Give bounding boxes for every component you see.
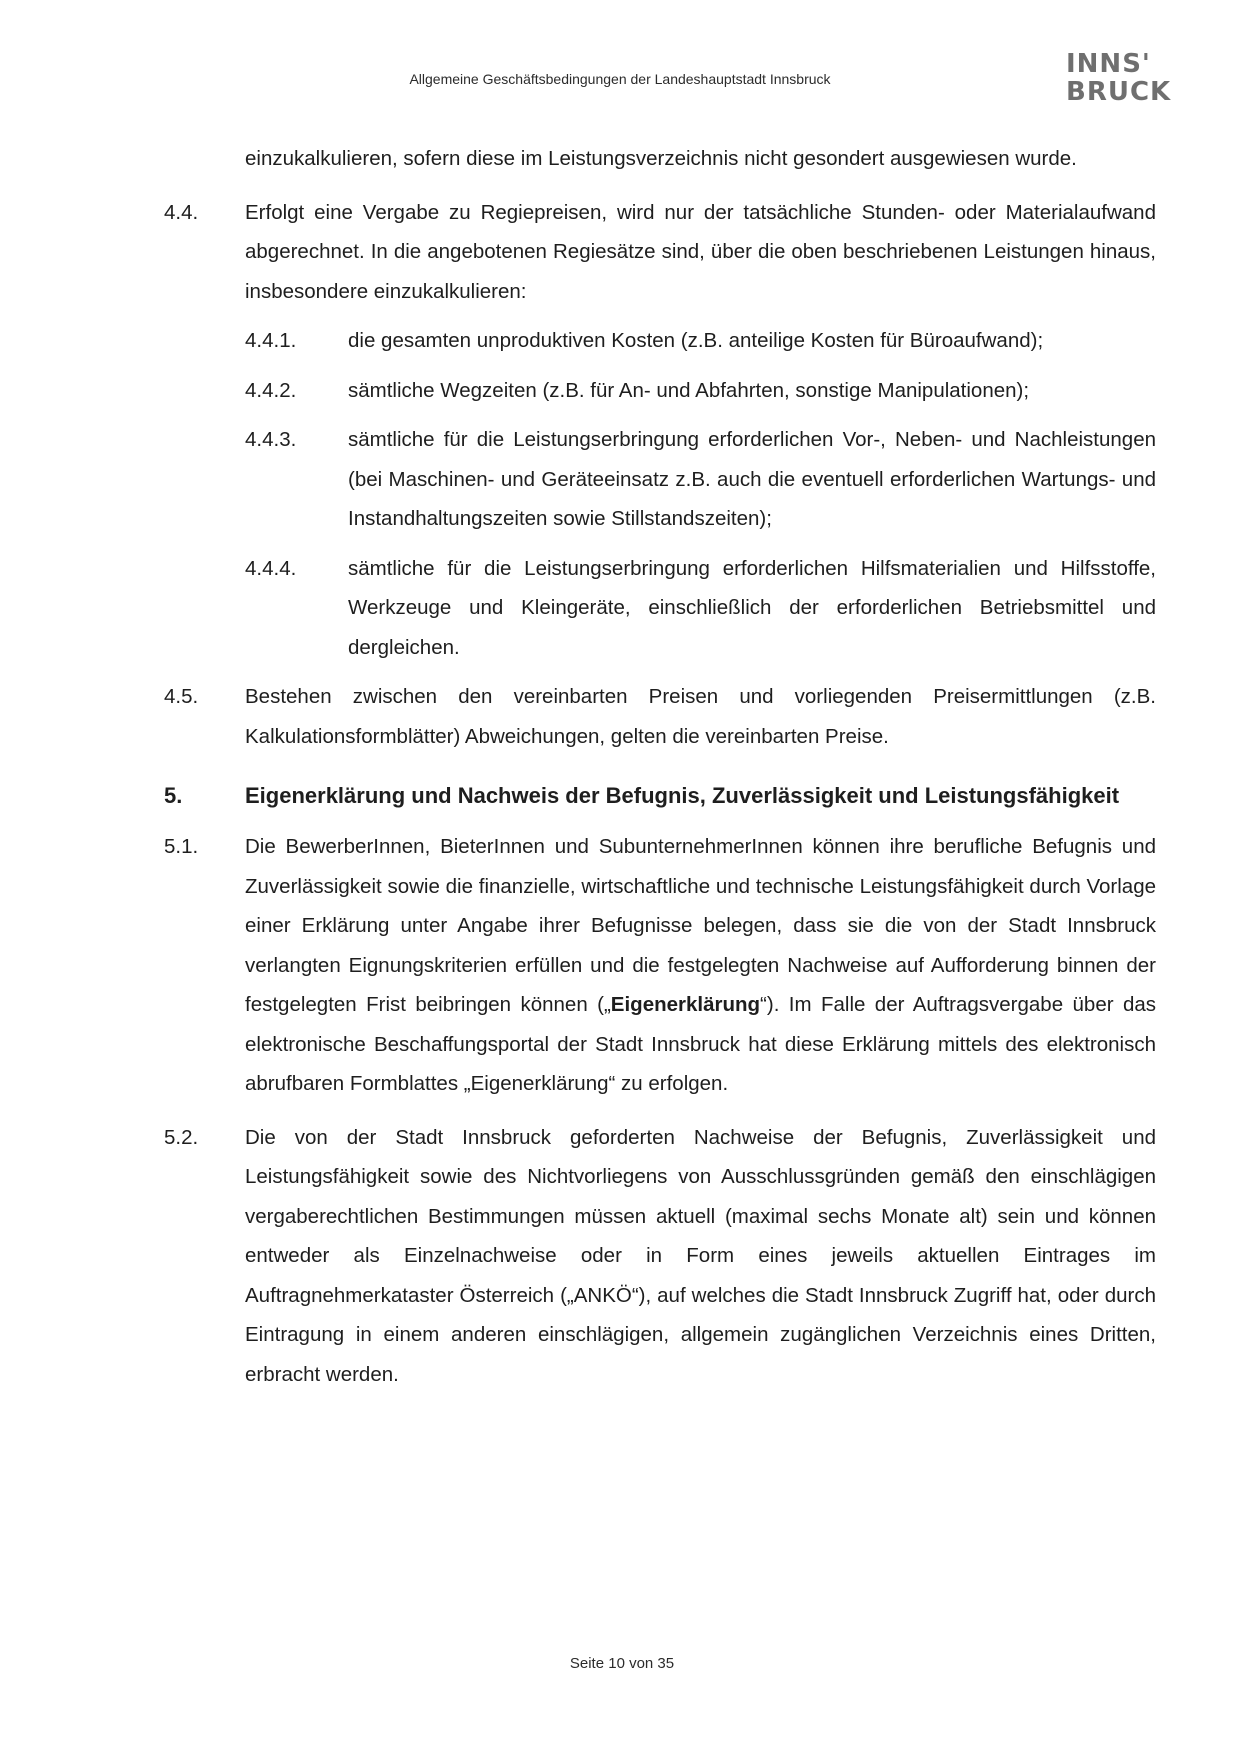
text-part-a: Die BewerberInnen, BieterInnen und SubunternehmerInnen können ihre berufliche Befugnis und Zuverlässigkeit sowie die finanzielle, wirtschaftliche und technische Leistungsfähigkeit durch Vorlage einer Erklärung unter Angabe ihrer Befugnisse belegen, dass sie die von der Stadt Innsbruck verlangten Eignungskriterien erfüllen und die festgelegten Nachweise auf Aufforderung binnen der festgelegten Frist beibringen können („ xyxy=(245,835,1156,1016)
section-5-1 xyxy=(164,827,1156,1104)
section-number: 4.4.4. xyxy=(245,556,297,580)
section-text: Erfolgt eine Vergabe zu Regiepreisen, wird nur der tatsächliche Stunden- oder Materialaufwand abgerechnet. In die angebotenen Regiesätze sind, über die oben beschriebenen Leistungen hinaus, insbesondere einzukalkulieren: xyxy=(245,200,1156,303)
section-4-4 xyxy=(164,193,1156,312)
logo-line-1: INNS' xyxy=(1066,49,1151,79)
continuation-text: einzukalkulieren, sofern diese im Leistungsverzeichnis nicht gesondert ausgewiesen wurde. xyxy=(245,147,1077,170)
section-text: sämtliche für die Leistungserbringung erforderlichen Hilfsmaterialien und Hilfsstoffe, Werkzeuge und Kleingeräte, einschließlich der erforderlichen Betriebsmittel und dergleichen. xyxy=(348,556,1156,659)
section-number: 4.4.3. xyxy=(245,428,297,451)
section-text: die gesamten unproduktiven Kosten (z.B. anteilige Kosten für Büroaufwand); xyxy=(348,329,1044,352)
section-4-5 xyxy=(164,677,1156,756)
section-text: Die von der Stadt Innsbruck geforderten Nachweise der Befugnis, Zuverlässigkeit und Leistungsfähigkeit sowie des Nichtvorliegens von Ausschlussgründen gemäß den einschlägigen vergaberechtlichen Bestimmungen müssen aktuell (maximal sechs Monate alt) sein und können entweder als Einzelnachweise oder in Form eines jeweils aktuellen Eintrages im Auftragnehmerkataster Österreich („ANKÖ“), auf welches die Stadt Innsbruck Zugriff hat, oder durch Eintragung in einem anderen einschlägigen, allgemein zugänglichen Verzeichnis eines Dritten, erbracht werden. xyxy=(245,1125,1156,1386)
city-logo xyxy=(1066,50,1196,106)
section-5-2 xyxy=(164,1118,1156,1395)
section-4-4-1 xyxy=(245,321,1156,361)
section-4-4-2 xyxy=(245,371,1156,411)
section-4-4-4 xyxy=(245,549,1156,668)
section-4-4-3 xyxy=(245,420,1156,539)
term-eigenerklaerung: Eigenerklärung xyxy=(610,993,761,1016)
document-body xyxy=(164,139,1156,1394)
section-text xyxy=(245,827,1156,1104)
section-title: Eigenerklärung und Nachweis der Befugnis, Zuverlässigkeit und Leistungsfähigkeit xyxy=(245,783,1120,808)
logo-line-2: BRUCK xyxy=(1066,77,1172,107)
continuation-paragraph xyxy=(245,139,1156,179)
text-part-b: “). Im Falle der Auftragsvergabe über das elektronische Beschaffungsportal der Stadt Innsbruck hat diese Erklärung mittels des elektronisch abrufbaren Formblattes „Eigenerklärung“ zu erfolgen. xyxy=(245,993,1156,1095)
section-5-heading xyxy=(164,774,1156,817)
section-number: 4.5. xyxy=(164,685,199,708)
page-number: Seite 10 von 35 xyxy=(569,1655,675,1672)
section-number: 5. xyxy=(164,783,183,808)
section-number: 5.1. xyxy=(164,835,199,858)
section-number: 4.4.2. xyxy=(245,378,297,402)
section-text: sämtliche Wegzeiten (z.B. für An- und Abfahrten, sonstige Manipulationen); xyxy=(348,378,1030,402)
section-number: 4.4. xyxy=(164,200,199,224)
section-text: Bestehen zwischen den vereinbarten Preisen und vorliegenden Preisermittlungen (z.B. Kalkulationsformblätter) Abweichungen, gelten die vereinbarten Preise. xyxy=(245,685,1156,748)
section-number: 4.4.1. xyxy=(245,329,297,352)
header-title: Allgemeine Geschäftsbedingungen der Landeshauptstadt Innsbruck xyxy=(409,71,831,87)
section-number: 5.2. xyxy=(164,1125,199,1149)
section-text: sämtliche für die Leistungserbringung erforderlichen Vor-, Neben- und Nachleistungen (bei Maschinen- und Geräteeinsatz z.B. auch die eventuell erforderlichen Wartungs- und Instandhaltungszeiten sowie Stillstandszeiten); xyxy=(348,428,1156,530)
